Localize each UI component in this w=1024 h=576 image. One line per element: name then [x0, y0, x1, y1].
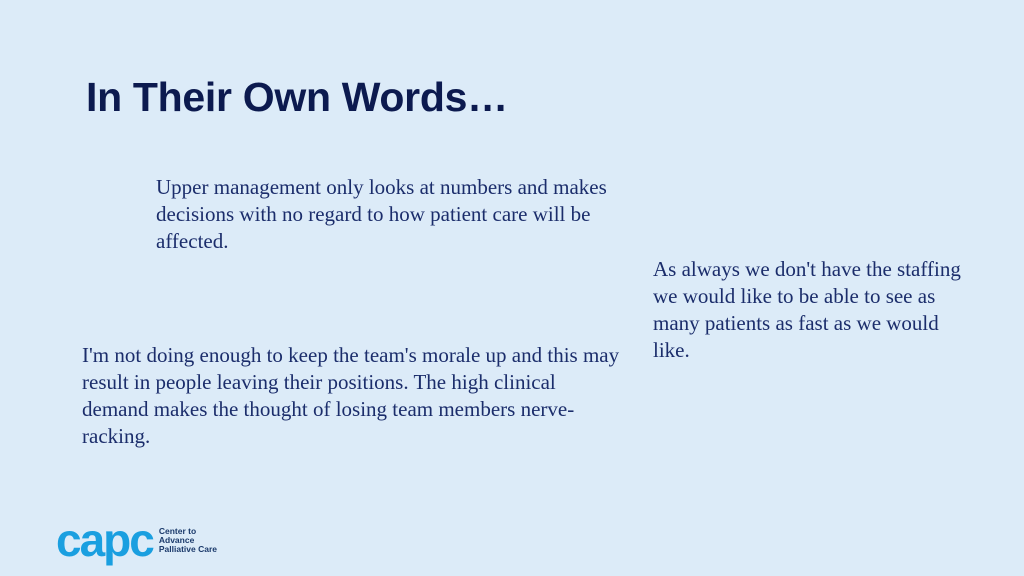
slide-title: In Their Own Words…: [86, 74, 508, 120]
quote-upper-management: Upper management only looks at numbers and makes decisions with no regard to how patient care will be affected.: [156, 175, 607, 253]
logo-mark: capc: [56, 514, 153, 566]
logo-line-1: Center to: [158, 525, 197, 536]
quote-team-morale: I'm not doing enough to keep the team's morale up and this may result in people leaving their positions. The high clinical demand makes the thought of losing team members nerve-racking.: [82, 343, 620, 448]
logo-line-3: Palliative Care: [158, 543, 217, 554]
logo-org-name: [159, 527, 217, 554]
capc-logo: [56, 514, 217, 566]
logo-line-2: Advance: [158, 534, 195, 545]
quote-staffing: As always we don't have the staffing we would like to be able to see as many patients as fast as we would like.: [653, 257, 961, 362]
